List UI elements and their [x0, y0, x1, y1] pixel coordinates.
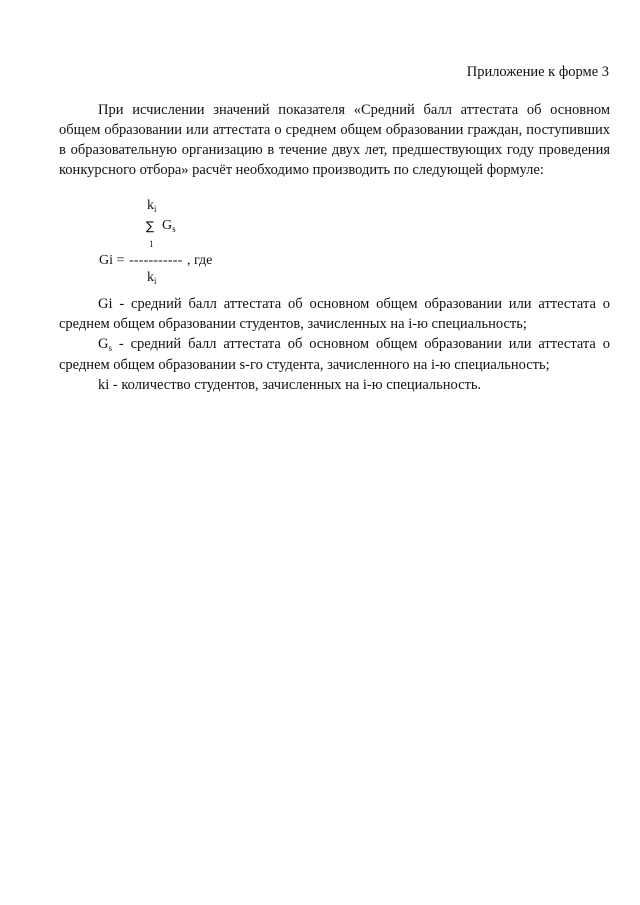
- formula-denominator: $k_i$: [147, 270, 157, 286]
- sum-term: $G_s$: [162, 218, 176, 234]
- sum-upper-limit: $k_i$: [147, 198, 157, 214]
- appendix-heading: Приложение к форме 3: [466, 64, 609, 80]
- intro-paragraph: При исчислении значений показателя «Средний балл аттестата об основном общем образовании или аттестата о среднем общем образовании граждан, поступивших в образовательную организацию в течение двух лет, предшествующих году проведения конкурсного отбора» расчёт необходимо производить по следующей формуле:: [59, 102, 610, 178]
- definitions: [59, 294, 610, 395]
- sigma-symbol: ∑: [146, 219, 155, 233]
- formula-where: , где: [187, 253, 213, 268]
- definition-ki: ki - количество студентов, зачисленных на i-ю специальность.: [98, 377, 482, 393]
- sum-lower-limit: 1: [149, 239, 154, 249]
- fraction-line: -----------: [129, 253, 183, 268]
- formula: [0, 0, 640, 290]
- definition-gi: Gi - средний балл аттестата об основном общем образовании или аттестата о среднем общем образовании студентов, зачисленных на i-ю специальность;: [59, 296, 610, 332]
- definition-gs: $G_s$ - средний балл аттестата об основном общем образовании или аттестата о среднем общем образовании s-го студента, зачисленного на i-ю специальность;: [59, 336, 610, 373]
- formula-lhs: Gi =: [99, 253, 125, 268]
